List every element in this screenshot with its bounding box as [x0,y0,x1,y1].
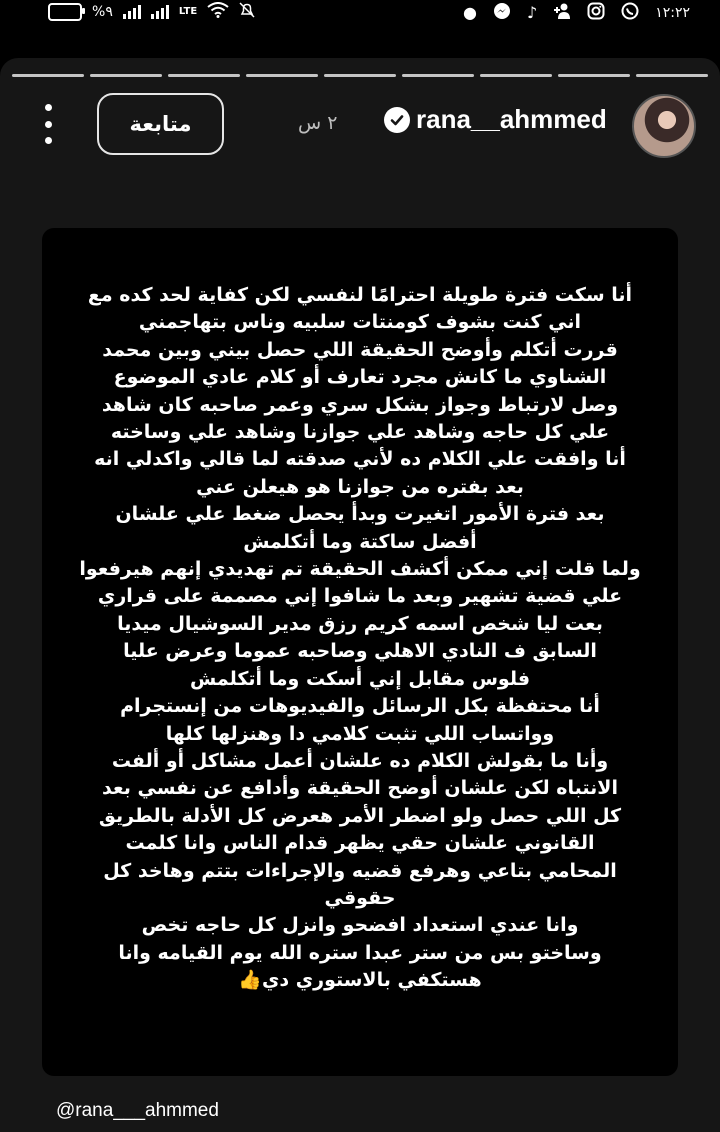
battery-icon [48,3,82,21]
progress-segment [558,74,630,77]
progress-segment [246,74,318,77]
story-text-line: حقوقي [324,886,396,909]
story-author[interactable] [384,104,607,135]
mute-bell-icon [239,2,255,21]
story-text-line: قررت أتكلم وأوضح الحقيقة اللي حصل بيني وبين محمد [102,338,618,361]
story-text-line: وواتساب اللي تثبت كلامي دا وهنزلها كلها [165,722,555,745]
story-text-line: بعد بفتره من جوازنا هو هيعلن عني [196,475,524,498]
whatsapp-icon [621,2,639,23]
story-text-line: أنا سكت فترة طويلة احترامًا لنفسي لكن كفاية لحد كده مع [87,284,633,306]
story-text-card [42,228,678,1076]
story-text-line: السابق ف النادي الاهلي وصاحبه عموما وعرض عليا [123,640,597,663]
story-text-line: أنا محتفظة بكل الرسائل والفيديوهات من إنستجرام [120,695,600,718]
story-text-line: بعد فترة الأمور اتغيرت وبدأ يحصل ضغط علي علشان [115,503,605,526]
wifi-icon [207,2,229,21]
verified-badge-icon [384,107,410,133]
progress-segment [168,74,240,77]
story-progress-bar [12,74,708,77]
progress-segment [324,74,396,77]
story-text-line: هستكفي بالاستوري دي👍 [238,969,482,992]
story-text-line: علي قضية تشهير وبعد ما شافوا إني مصممة على قراري [97,585,623,608]
story-text-line: وساختو بس من ستر عبدا ستره الله يوم القيامه وانا [118,941,602,964]
story-text-line: أنا وافقت علي الكلام ده لأني صدقته لما قالي واكدلي انه [94,448,626,471]
story-text-line: القانوني علشان حقي يظهر قدام الناس وانا كلمت [125,832,595,855]
battery-percent: %٩ [92,3,113,20]
story-time-ago: ٢ س [298,112,338,134]
story-text-line: وانا عندي استعداد افضحو وانزل كل حاجه تخص [141,914,579,937]
status-bar [0,0,720,40]
story-text-line: الانتباه لكن علشان أوضح الحقيقة وأدافع عن نفسي بعد [102,777,618,800]
signal-icon-2 [151,5,169,19]
story-text-line: فلوس مقابل إني أسكت وما أتكلمش [189,667,531,690]
story-username[interactable]: rana__ahmmed [416,104,607,134]
signal-icon [123,5,141,19]
more-options-icon[interactable] [38,104,58,144]
story-viewer[interactable] [0,58,720,1132]
story-text-line: بعت ليا شخص اسمه كريم رزق مدير السوشيال ميديا [117,612,603,635]
story-text [60,282,660,995]
status-right [463,2,690,23]
story-text-line: علي كل حاجه وشاهد علي جوازنا وشاهد علي وساخته [110,421,610,444]
story-text-line: اني كنت بشوف كومنتات سلبيه وناس بتهاجمني [138,311,582,334]
story-text-line: كل اللي حصل ولو اضطر الأمر هعرض كل الأدلة بالطريق [98,804,622,827]
add-user-icon [553,2,571,23]
mention-tag[interactable]: @rana___ahmmed [56,1100,219,1121]
status-time: ١٢:٢٢ [655,4,690,21]
story-text-line: ولما قلت إني ممكن أكشف الحقيقة تم تهديدي إنهم هيرفعوا [79,558,641,581]
progress-segment [90,74,162,77]
progress-segment [402,74,474,77]
lte-label: LTE [178,6,198,17]
progress-segment [636,74,708,77]
story-text-line: وأنا ما بقولش الكلام ده علشان أعمل مشاكل أو ألفت [111,749,609,772]
instagram-icon [587,2,605,23]
story-text-line: الشناوي ما كانش مجرد تعارف أو كلام عادي الموضوع [113,366,607,389]
tiktok-icon: ♪ [526,2,538,22]
messenger-icon [493,2,511,23]
progress-segment [480,74,552,77]
status-left [48,2,255,21]
notification-dot-icon: ● [463,2,477,22]
story-text-line: وصل لارتباط وجواز بشكل سري وعمر صاحبه كان شاهد [101,393,619,416]
avatar[interactable] [632,94,696,158]
story-text-line: أفضل ساكتة وما أتكلمش [243,530,477,553]
story-header [0,90,720,160]
follow-button[interactable]: متابعة [97,93,224,155]
progress-segment [12,74,84,77]
story-text-line: المحامي بتاعي وهرفع قضيه والإجراءات بتتم وهاخد كل [103,859,617,882]
